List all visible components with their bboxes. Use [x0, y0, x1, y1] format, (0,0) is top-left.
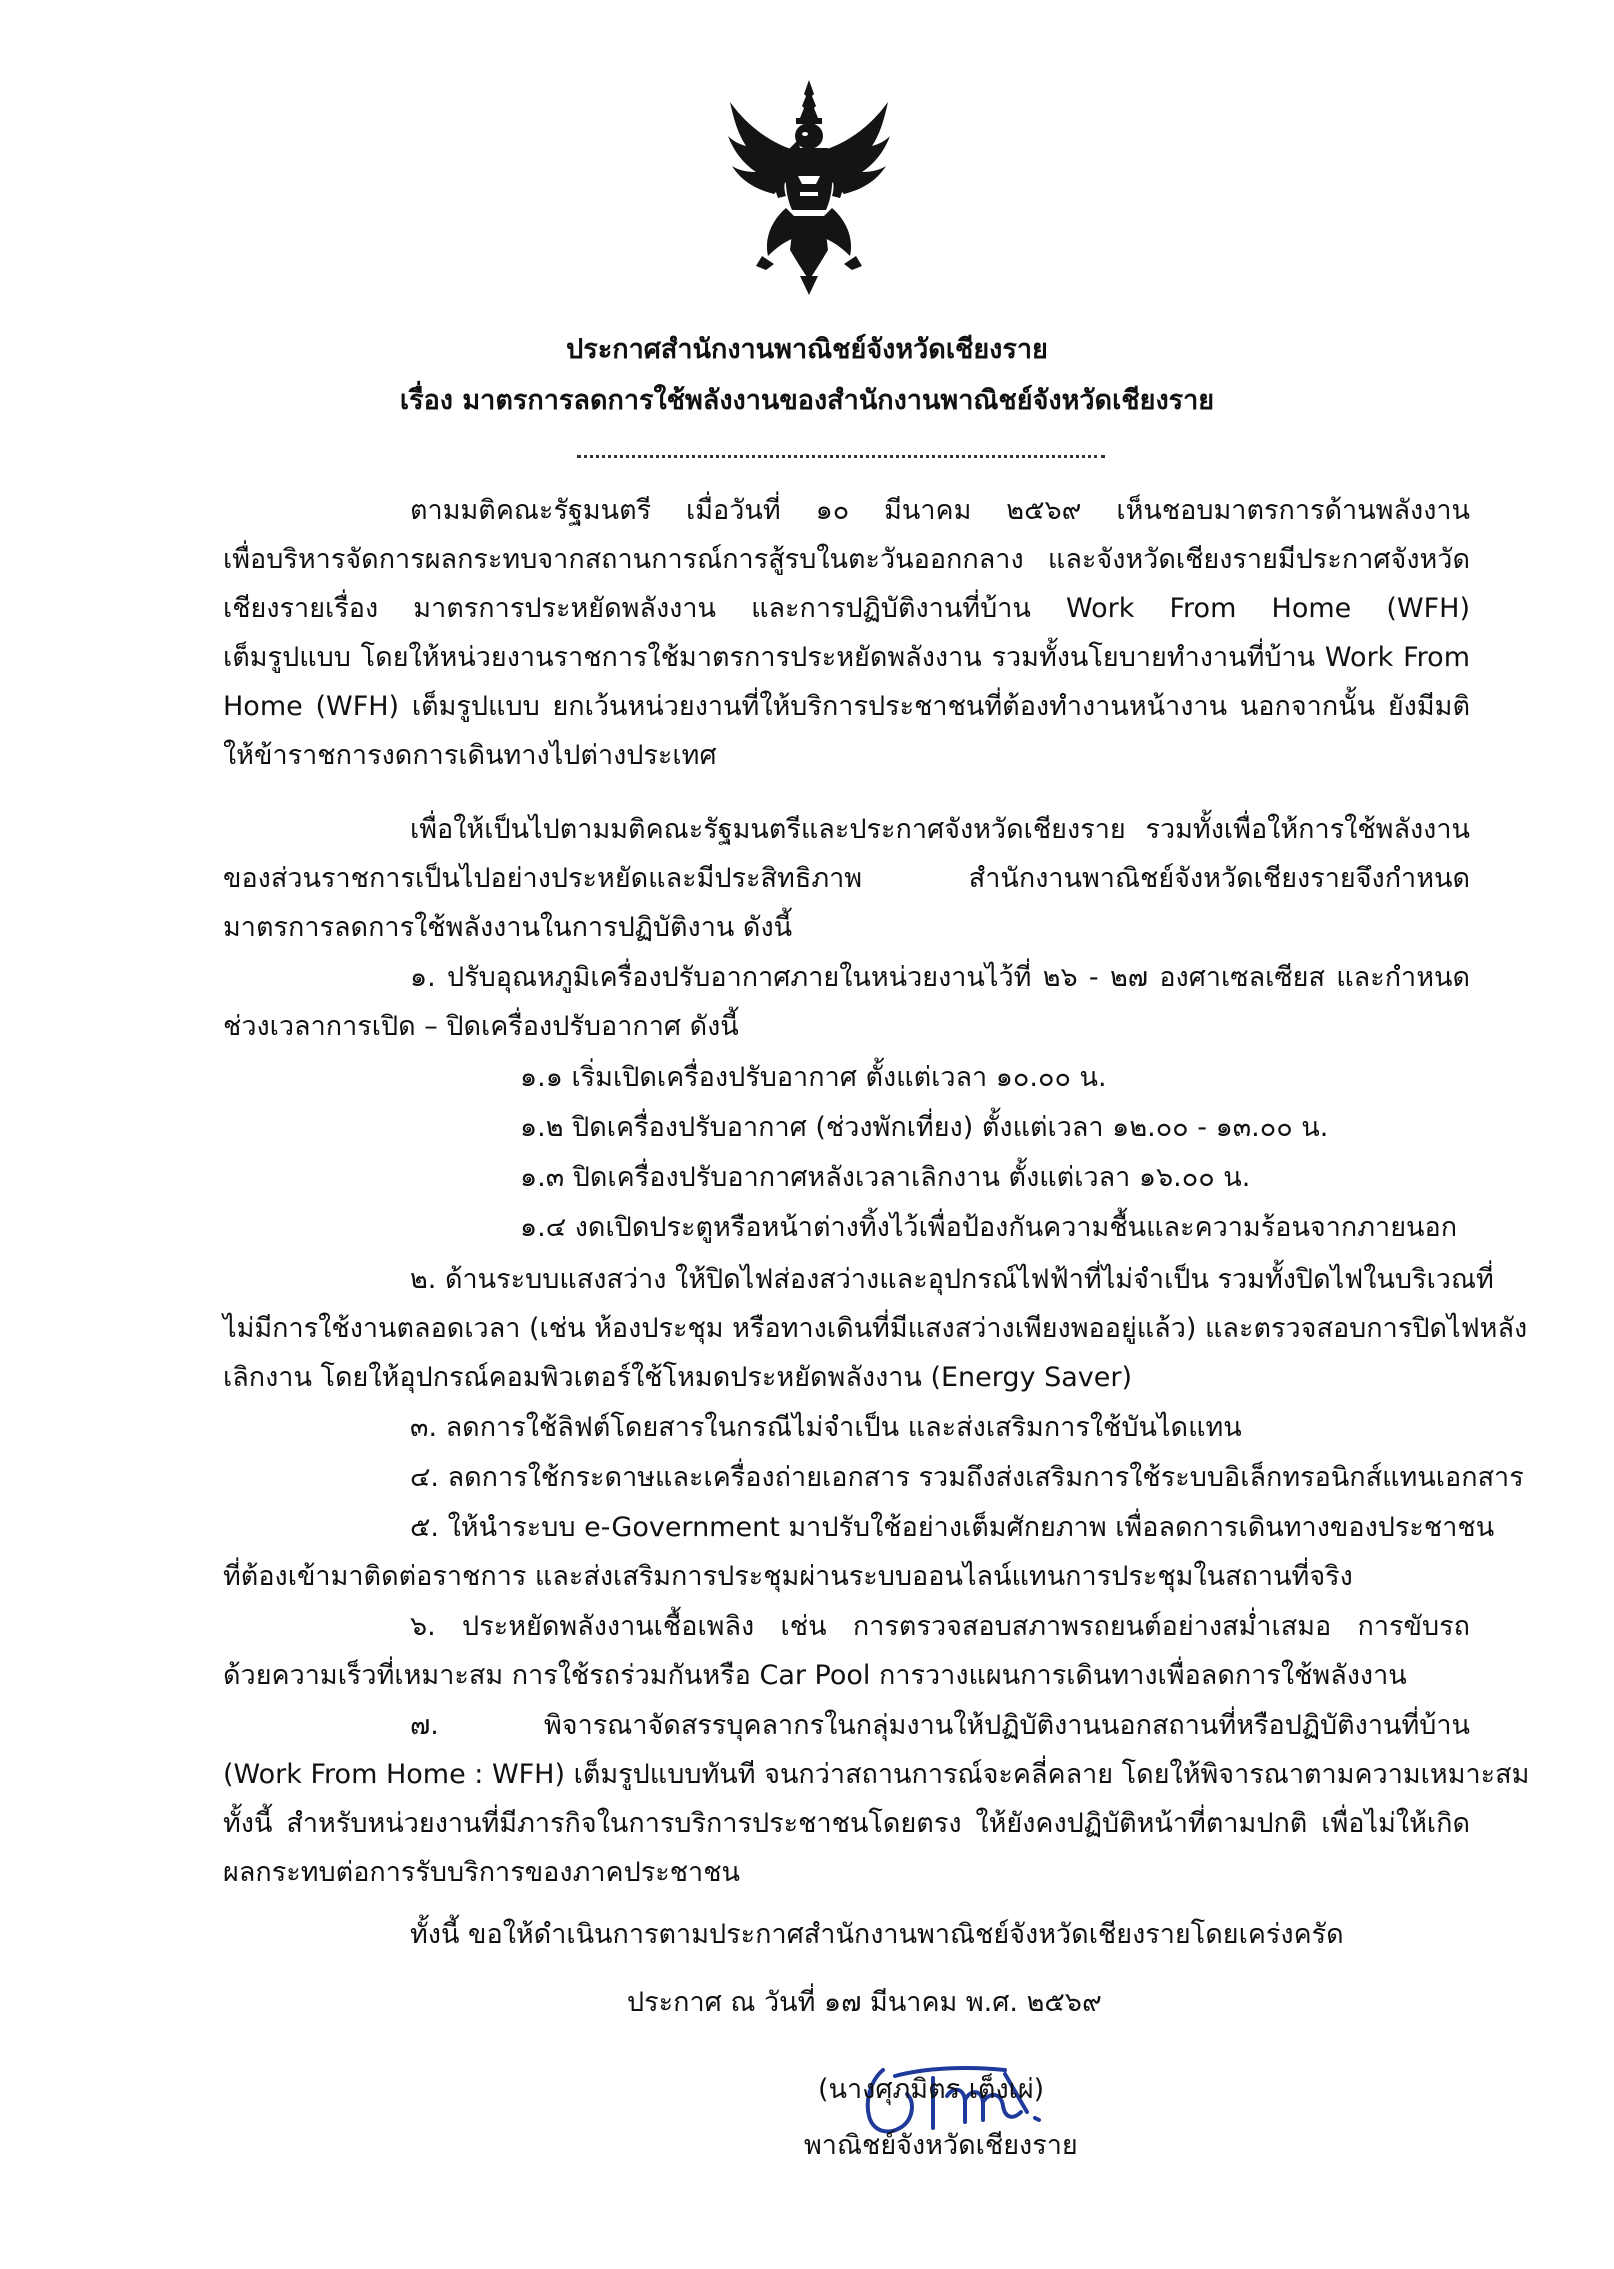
- paragraph-1-line-2: เพื่อบริหารจัดการผลกระทบจากสถานการณ์การสู้รบในตะวันออกกลาง และจังหวัดเชียงรายมีประกาศจังหวัด: [223, 544, 1470, 575]
- item-3: ๓. ลดการใช้ลิฟต์โดยสารในกรณีไม่จำเป็น และส่งเสริมการใช้บันไดแทน: [410, 1412, 1242, 1443]
- sub-item-1-3: ๑.๓ ปิดเครื่องปรับอากาศหลังเวลาเลิกงาน ตั้งแต่เวลา ๑๖.๐๐ น.: [520, 1162, 1251, 1193]
- item-7-line-1: ๗. พิจารณาจัดสรรบุคลากรในกลุ่มงานให้ปฏิบัติงานนอกสถานที่หรือปฏิบัติงานที่บ้าน: [410, 1710, 1470, 1741]
- item-4: ๔. ลดการใช้กระดาษและเครื่องถ่ายเอกสาร รวมถึงส่งเสริมการใช้ระบบอิเล็กทรอนิกส์แทนเอกสาร: [410, 1462, 1524, 1493]
- item-7-line-2: (Work From Home : WFH) เต็มรูปแบบทันที จนกว่าสถานการณ์จะคลี่คลาย โดยให้พิจารณาตามความเหมาะสม: [223, 1759, 1530, 1790]
- paragraph-1-line-3: เชียงรายเรื่อง มาตรการประหยัดพลังงาน และการปฏิบัติงานที่บ้าน Work From Home (WFH): [223, 593, 1470, 624]
- item-7-line-3: ทั้งนี้ สำหรับหน่วยงานที่มีภารกิจในการบริการประชาชนโดยตรง ให้ยังคงปฏิบัติหน้าที่ตามปกติ เพื่อไม่ให้เกิด: [223, 1808, 1470, 1839]
- dotted-divider: [577, 455, 1105, 458]
- item-2-line-3: เลิกงาน โดยให้อุปกรณ์คอมพิวเตอร์ใช้โหมดประหยัดพลังงาน (Energy Saver): [223, 1362, 1133, 1393]
- subject-title: เรื่อง มาตรการลดการใช้พลังงานของสำนักงานพาณิชย์จังหวัดเชียงราย: [399, 385, 1215, 416]
- item-7-line-4: ผลกระทบต่อการรับบริการของภาคประชาชน: [223, 1857, 740, 1888]
- signatory-name: (นางศุภมิตร เต็งเผ่): [818, 2074, 1045, 2105]
- paragraph-1-line-4: เต็มรูปแบบ โดยให้หน่วยงานราชการใช้มาตรการประหยัดพลังงาน รวมทั้งนโยบายทำงานที่บ้าน Work From: [223, 642, 1470, 673]
- item-5-line-2: ที่ต้องเข้ามาติดต่อราชการ และส่งเสริมการประชุมผ่านระบบออนไลน์แทนการประชุมในสถานที่จริง: [223, 1561, 1353, 1592]
- announcement-date: ประกาศ ณ วันที่ ๑๗ มีนาคม พ.ศ. ๒๕๖๙: [627, 1987, 1102, 2018]
- paragraph-2-line-3: มาตรการลดการใช้พลังงานในการปฏิบัติงาน ดังนี้: [223, 912, 793, 943]
- item-6-line-1: ๖. ประหยัดพลังงานเชื้อเพลิง เช่น การตรวจสอบสภาพรถยนต์อย่างสม่ำเสมอ การขับรถ: [410, 1611, 1470, 1642]
- item-2-line-1: ๒. ด้านระบบแสงสว่าง ให้ปิดไฟส่องสว่างและอุปกรณ์ไฟฟ้าที่ไม่จำเป็น รวมทั้งปิดไฟในบริเวณที่: [410, 1264, 1494, 1295]
- item-1-line-1: ๑. ปรับอุณหภูมิเครื่องปรับอากาศภายในหน่วยงานไว้ที่ ๒๖ - ๒๗ องศาเซลเซียส และกำหนด: [410, 962, 1470, 993]
- item-2-line-2: ไม่มีการใช้งานตลอดเวลา (เช่น ห้องประชุม หรือทางเดินที่มีแสงสว่างเพียงพออยู่แล้ว) และตรวจสอบการปิดไฟหลัง: [223, 1313, 1528, 1344]
- item-5-line-1: ๕. ให้นำระบบ e-Government มาปรับใช้อย่างเต็มศักยภาพ เพื่อลดการเดินทางของประชาชน: [410, 1512, 1495, 1543]
- sub-item-1-1: ๑.๑ เริ่มเปิดเครื่องปรับอากาศ ตั้งแต่เวลา ๑๐.๐๐ น.: [520, 1062, 1107, 1093]
- garuda-emblem-icon: [728, 80, 890, 295]
- paragraph-1-line-5: Home (WFH) เต็มรูปแบบ ยกเว้นหน่วยงานที่ให้บริการประชาชนที่ต้องทำงานหน้างาน นอกจากนั้น ยังมีมติ: [223, 691, 1470, 722]
- paragraph-2-line-1: เพื่อให้เป็นไปตามมติคณะรัฐมนตรีและประกาศจังหวัดเชียงราย รวมทั้งเพื่อให้การใช้พลังงาน: [410, 814, 1470, 845]
- paragraph-1-line-6: ให้ข้าราชการงดการเดินทางไปต่างประเทศ: [223, 740, 717, 771]
- paragraph-2-line-2: ของส่วนราชการเป็นไปอย่างประหยัดและมีประสิทธิภาพ สำนักงานพาณิชย์จังหวัดเชียงรายจึงกำหนด: [223, 863, 1470, 894]
- closing-statement: ทั้งนี้ ขอให้ดำเนินการตามประกาศสำนักงานพาณิชย์จังหวัดเชียงรายโดยเคร่งครัด: [410, 1919, 1344, 1950]
- item-1-line-2: ช่วงเวลาการเปิด – ปิดเครื่องปรับอากาศ ดังนี้: [223, 1011, 739, 1042]
- paragraph-1-line-1: ตามมติคณะรัฐมนตรี เมื่อวันที่ ๑๐ มีนาคม ๒๕๖๙ เห็นชอบมาตรการด้านพลังงาน: [410, 495, 1470, 526]
- sub-item-1-2: ๑.๒ ปิดเครื่องปรับอากาศ (ช่วงพักเที่ยง) ตั้งแต่เวลา ๑๒.๐๐ - ๑๓.๐๐ น.: [520, 1112, 1329, 1143]
- announcement-title: ประกาศสำนักงานพาณิชย์จังหวัดเชียงราย: [566, 334, 1048, 365]
- signatory-title: พาณิชย์จังหวัดเชียงราย: [804, 2130, 1078, 2161]
- item-6-line-2: ด้วยความเร็วที่เหมาะสม การใช้รถร่วมกันหรือ Car Pool การวางแผนการเดินทางเพื่อลดการใช้พลังงาน: [223, 1660, 1407, 1691]
- sub-item-1-4: ๑.๔ งดเปิดประตูหรือหน้าต่างทิ้งไว้เพื่อป้องกันความชื้นและความร้อนจากภายนอก: [520, 1212, 1458, 1243]
